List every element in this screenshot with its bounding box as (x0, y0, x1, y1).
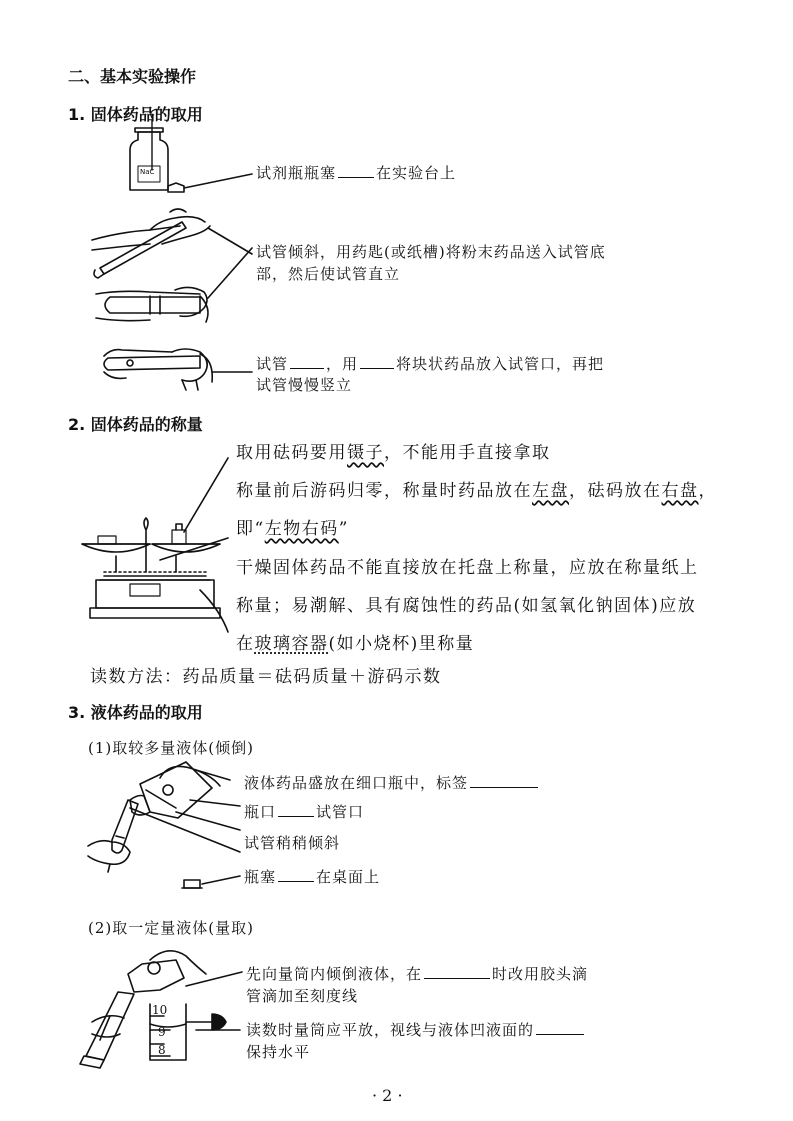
weigh-l2-a: 称量前后游码归零，称量时药品放在 (236, 481, 532, 501)
powder-spoon-drawing (92, 209, 252, 278)
section-title: 二、基本实验操作 (68, 67, 197, 86)
blank (470, 786, 538, 788)
measure-text-1b: 时改用胶头滴 (492, 965, 589, 983)
scale-9: 9 (158, 1025, 166, 1039)
measure-text-1a: 先向量筒内倾倒液体，在 (246, 965, 423, 983)
block-text-b: ，用 (326, 355, 359, 373)
powder-line-2: 部，然后使试管直立 (256, 265, 401, 283)
measure-line-1 (246, 963, 588, 984)
weigh-l6-b: 玻璃容器 (254, 634, 329, 654)
blank (338, 176, 374, 178)
block-line-2: 试管慢慢竖立 (256, 376, 353, 394)
measure-text-3a: 读数时量筒应平放，视线与液体凹液面的 (246, 1021, 535, 1039)
pour-line-3: 试管稍稍倾斜 (244, 834, 341, 852)
weigh-l3-b: 左物右码 (264, 519, 339, 539)
measure-line-4: 保持水平 (246, 1043, 311, 1061)
powder-line-1: 试管倾斜，用药匙(或纸槽)将粉末药品送入试管底 (256, 243, 606, 261)
block-line-1 (256, 353, 604, 374)
bottle-label: NaC (140, 168, 155, 176)
weigh-line-5: 称量；易潮解、具有腐蚀性的药品(如氢氧化钠固体)应放 (236, 596, 697, 616)
measure-line-2: 管滴加至刻度线 (246, 987, 359, 1005)
weigh-l1-c: ，不能用手直接拿取 (384, 443, 551, 463)
stopper-text-b: 在实验台上 (376, 164, 457, 182)
pour-text-2b: 试管口 (316, 803, 365, 821)
heading-solid-take: 1. 固体药品的取用 (68, 105, 203, 124)
sub-pour: (1)取较多量液体(倾倒) (88, 739, 254, 757)
balance-drawing (82, 458, 228, 632)
scale-8: 8 (158, 1043, 166, 1057)
blank (278, 815, 314, 817)
sub-measure: (2)取一定量液体(量取) (88, 919, 254, 937)
blank (360, 367, 394, 369)
weigh-line-1 (236, 438, 551, 463)
stopper-line (256, 162, 456, 183)
weigh-l2-c: ，砝码放在 (569, 481, 662, 501)
block-text-a: 试管 (256, 355, 289, 373)
blank (278, 880, 314, 882)
weigh-l3-c: ” (338, 519, 349, 539)
block-text-c: 将块状药品放入试管口，再把 (396, 355, 605, 373)
blank (424, 977, 490, 979)
scale-10: 10 (152, 1003, 168, 1017)
pour-line-1 (244, 772, 540, 793)
pour-line-4 (244, 866, 380, 887)
page-number: · 2 · (372, 1086, 403, 1105)
heading-weighing: 2. 固体药品的称量 (68, 415, 203, 434)
pour-text-4b: 在桌面上 (316, 868, 381, 886)
weigh-l3-a: 即“ (236, 519, 265, 539)
weigh-l2-b: 左盘 (532, 481, 569, 501)
pour-line-2 (244, 801, 364, 822)
blank (290, 367, 324, 369)
pouring-drawing (88, 762, 240, 888)
pour-text-1: 液体药品盛放在细口瓶中，标签 (244, 774, 469, 792)
weigh-l2-e: ， (698, 481, 717, 501)
weigh-line-4: 干燥固体药品不能直接放在托盘上称量，应放在称量纸上 (236, 558, 699, 578)
heading-liquid: 3. 液体药品的取用 (68, 703, 203, 722)
weigh-line-6 (236, 629, 474, 654)
weigh-l6-c: (如小烧杯)里称量 (328, 634, 475, 654)
measure-line-3 (246, 1019, 586, 1040)
pour-text-4a: 瓶塞 (244, 868, 277, 886)
weigh-l1-b: 镊子 (347, 443, 384, 463)
block-drug-drawing (104, 349, 252, 390)
weigh-line-3 (236, 514, 349, 539)
upright-tube-drawing (96, 248, 252, 322)
stopper-text-a: 试剂瓶瓶塞 (256, 164, 337, 182)
pour-text-2a: 瓶口 (244, 803, 277, 821)
blank (536, 1033, 584, 1035)
weigh-l6-a: 在 (236, 634, 255, 654)
reading-method: 读数方法：药品质量＝砝码质量＋游码示数 (90, 667, 442, 687)
weigh-l2-d: 右盘 (661, 481, 699, 501)
weigh-line-2 (236, 476, 717, 501)
weigh-l1-a: 取用砝码要用 (236, 443, 347, 463)
